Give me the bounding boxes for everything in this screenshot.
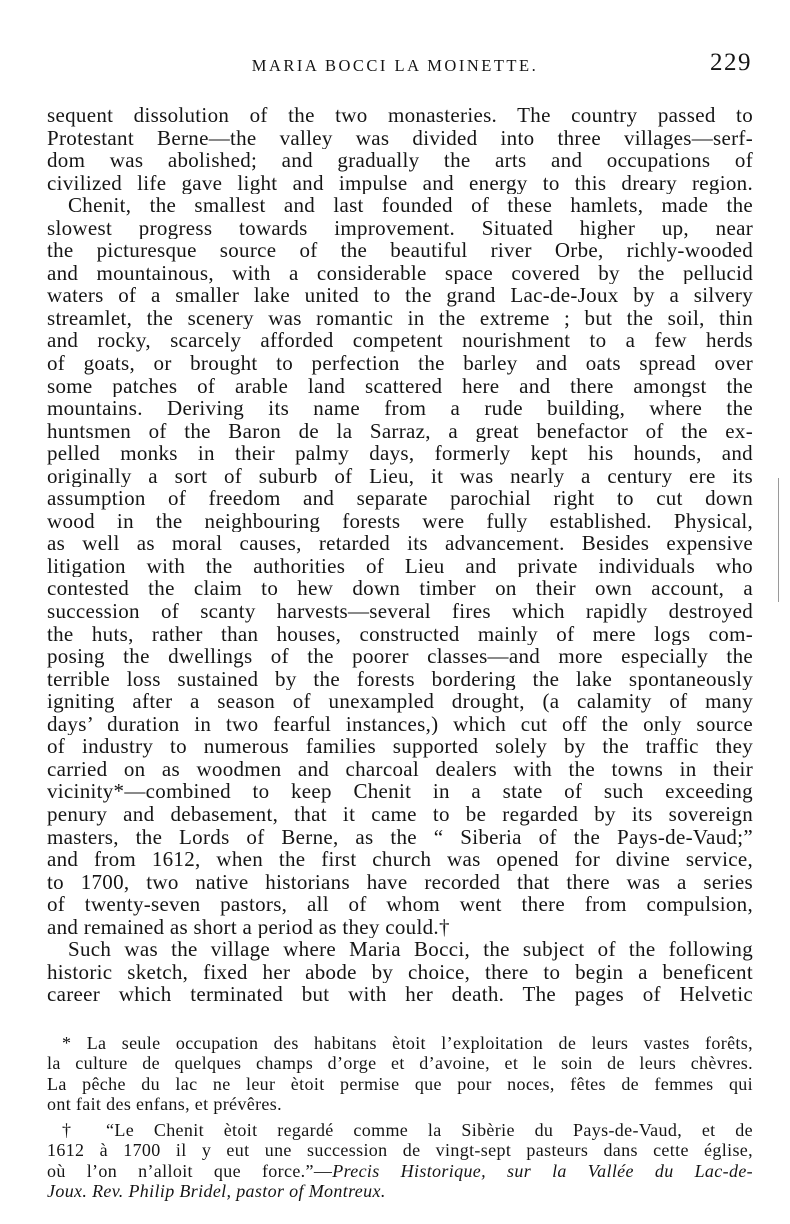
body-line: litigation with the authorities of Lieu and private individuals who [47,554,753,578]
body-line: of twenty-seven pastors, all of whom went there from compulsion, [47,893,753,916]
paragraph-3 [47,938,753,1006]
body-line: originally a sort of suburb of Lieu, it was nearly a century ere its [47,464,753,488]
body-line: huntsmen of the Baron de la Sarraz, a great benefactor of the ex- [47,419,753,443]
body-line: Such was the village where Maria Bocci, the subject of the following [68,938,753,961]
citation-title: Precis Historique, sur la Vallée du Lac-de- [332,1160,753,1181]
body-line: career which terminated but with her death. The pages of Helvetic [47,983,753,1006]
body-line: as well as moral causes, retarded its advancement. Besides expensive [47,532,753,555]
body-line: mountains. Deriving its name from a rude building, where the [47,397,753,420]
body-line: civilized life gave light and impulse and energy to this dreary region. [47,171,753,195]
footnote-line [47,1181,753,1201]
body-line: days’ duration in two fearful instances,) which cut off the only source [47,712,753,736]
body-line: to 1700, two native historians have recorded that there was a series [47,870,753,894]
footnote-line: * La seule occupation des habitans ètoit l’exploitation de leurs vastes forêts, [62,1033,753,1053]
footnote-asterisk [47,1033,753,1114]
body-line: and remained as short a period as they could.† [47,915,450,939]
body-line: pelled monks in their palmy days, formerly kept his hounds, and [47,442,753,465]
body-line: streamlet, the scenery was romantic in the extreme ; but the soil, thin [47,306,753,330]
paragraph-1 [47,104,753,194]
body-line: terrible loss sustained by the forests bordering the lake spontaneously [47,667,753,691]
footnote-line: ont fait des enfans, et prévêres. [47,1093,282,1114]
scan-margin-line [778,478,779,602]
page-number: 229 [710,49,752,76]
body-line: of industry to numerous families supported solely by the traffic they [47,735,753,758]
body-line: masters, the Lords of Berne, as the “ Siberia of the Pays-de-Vaud;” [47,825,753,849]
body-line: carried on as woodmen and charcoal dealers with the towns in their [47,757,753,781]
running-title: MARIA BOCCI LA MOINETTE. [251,56,539,75]
body-line: and mountainous, with a considerable space covered by the pellucid [47,261,753,285]
footnote-line: 1612 à 1700 il y eut une succession de vingt-sept pasteurs dans cette église, [47,1140,753,1161]
body-line: vicinity*—combined to keep Chenit in a state of such exceeding [47,780,753,803]
body-line: Protestant Berne—the valley was divided into three villages—serf- [47,126,753,150]
body-line: assumption of freedom and separate parochial right to cut down [47,487,753,510]
body-line: succession of scanty harvests—several fires which rapidly destroyed [47,600,753,623]
footnote-line [47,1161,753,1181]
footnote-dagger [47,1120,753,1201]
body-line: of goats, or brought to perfection the barley and oats spread over [47,352,753,375]
citation-author: Joux. Rev. Philip Bridel, pastor of Montreux. [47,1181,386,1202]
body-line: and from 1612, when the first church was opened for divine service, [47,848,753,871]
body-line: the picturesque source of the beautiful river Orbe, richly-wooded [47,239,753,262]
body-line: penury and debasement, that it came to be regarded by its sovereign [47,802,753,826]
body-line: the huts, rather than houses, constructed mainly of mere logs com- [47,622,753,646]
body-line: sequent dissolution of the two monasteries. The country passed to [47,104,753,127]
body-text [47,104,753,1006]
body-line: and rocky, scarcely afforded competent nourishment to a few herds [47,329,753,353]
body-line: wood in the neighbouring forests were fully established. Physical, [47,509,753,533]
paragraph-2 [47,194,753,938]
body-line: Chenit, the smallest and last founded of these hamlets, made the [68,194,753,217]
footnote-text: où l’on n’alloit que force.”— [47,1160,333,1181]
body-line: waters of a smaller lake united to the grand Lac-de-Joux by a silvery [47,284,753,307]
body-line: slowest progress towards improvement. Situated higher up, near [47,216,753,240]
body-line: igniting after a season of unexampled drought, (a calamity of many [47,690,753,713]
body-line: contested the claim to hew down timber on their own account, a [47,577,753,601]
body-line: some patches of arable land scattered here and there amongst the [47,374,753,398]
footnote-line: La pêche du lac ne leur ètoit permise que pour noces, fêtes de femmes qui [47,1073,753,1094]
footnote-line: † “Le Chenit ètoit regardé comme la Sibèrie du Pays-de-Vaud, et de [62,1120,753,1141]
body-line: posing the dwellings of the poorer classes—and more especially the [47,645,753,668]
body-line: dom was abolished; and gradually the arts and occupations of [47,149,753,172]
footnotes [47,1033,753,1201]
footnote-line: la culture de quelques champs d’orge et d’avoine, et le soin de leurs chèvres. [47,1053,753,1074]
body-line: historic sketch, fixed her abode by choice, there to begin a beneficent [47,960,753,984]
